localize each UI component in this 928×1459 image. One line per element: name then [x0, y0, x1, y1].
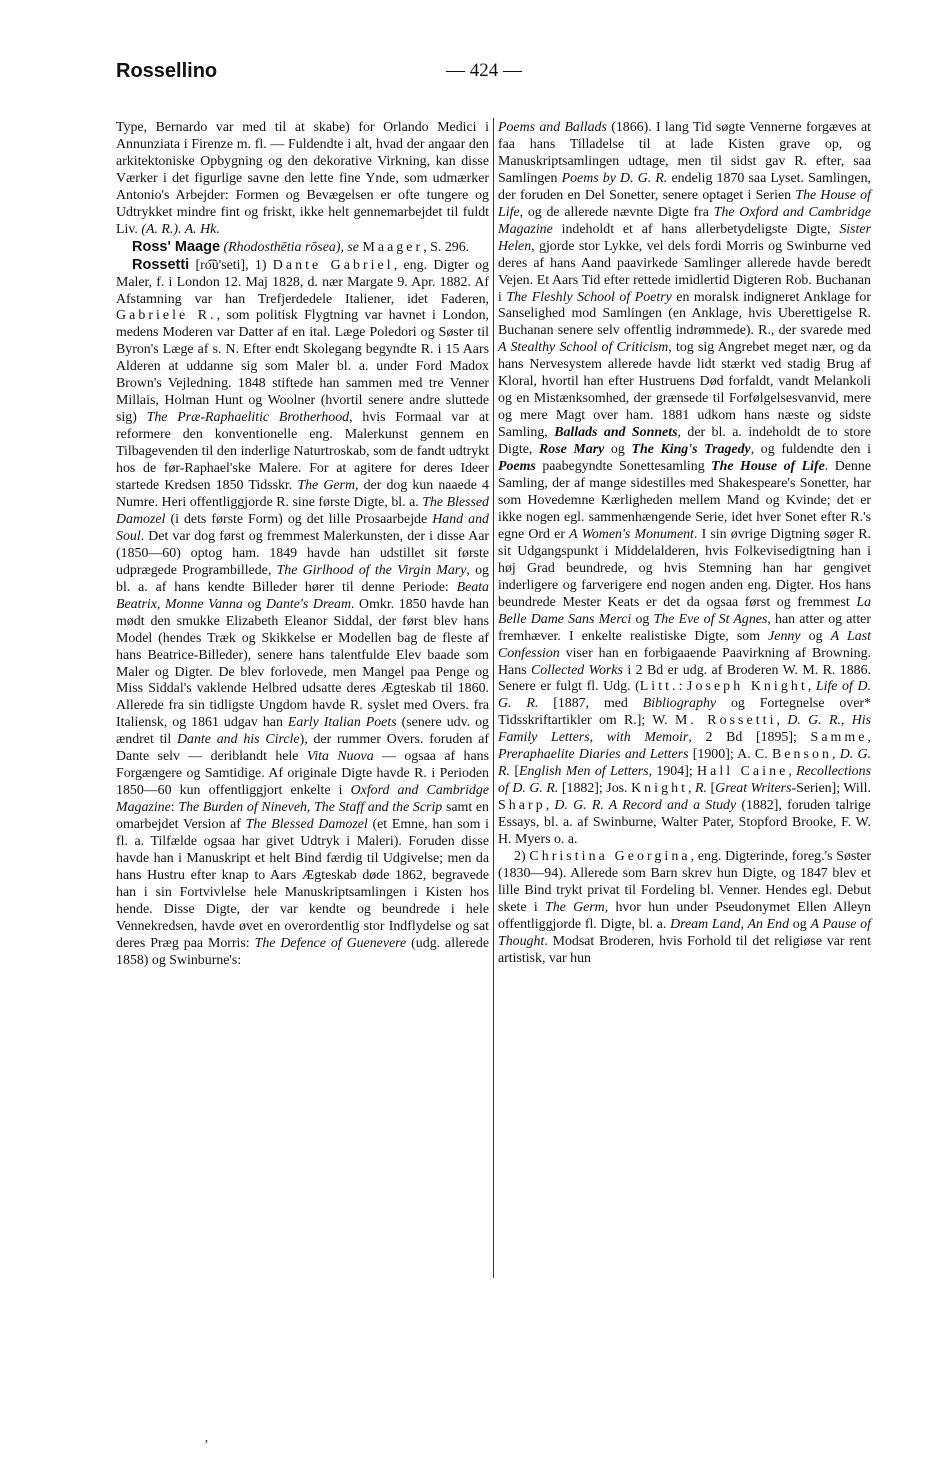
header-title: Rossellino — [116, 60, 218, 82]
subentry-dante-gabriel: Dante Gabriel — [272, 257, 394, 273]
running-header — [116, 60, 868, 90]
subentry-christina-georgina: Christina Georgina — [529, 848, 691, 864]
cross-reference: Maager — [362, 239, 424, 255]
column-divider — [493, 118, 494, 1278]
page-number: — 424 — — [446, 60, 522, 81]
left-column — [116, 120, 489, 970]
author-signature: (A. R.). A. Hk. — [141, 221, 220, 237]
right-column — [498, 120, 871, 968]
literature-label: Litt. — [639, 679, 679, 695]
headword-rossetti: Rossetti — [132, 256, 190, 273]
stray-mark: ’ — [204, 1438, 209, 1453]
entry-ross-maage: Ross' Maage (Rhodosthētia rōsea), se Maager, S. 296. — [132, 238, 470, 255]
headword-ross-maage: Ross' Maage — [132, 238, 221, 255]
entry-christina-georgina: 2) Christina Georgina, eng. Digterinde, foreg.'s Søster (1830—94). Allerede som Barn skrev hun Digte, og 1847 blev et lille Bind trykt privat til Fordeling bl. Venner. Hendes egl. Debut skete i The Germ, hvor hun under Pseudonymet Ellen Alleyn offentliggjorde fl. Digte, bl. a. Dream Land, An End og A Pause of Thought. Modsat Broderen, hvis Forhold til det religiøse var rent artistisk, var hun — [498, 848, 871, 966]
rossetti-continuation: Poems and Ballads (1866). I lang Tid søgte Vennerne forgæves at faa hans Tilladelse til at lade Kisten grave op, og Manuskriptsamlingen udtage, men til sidst gav R. efter, saa Samlingen Poems by D. G. R. endelig 1870 saa Lyset. Samlingen, der foruden en Del Sonetter, senere optaget i Serien The House of Life, og de allerede nævnte Digte fra The Oxford and Cambridge Magazine indeholdt et af hans allerbetydeligste Digte, Sister Helen, gjorde stor Lykke, vel dels fordi Morris og Swinburne ved deres af hans Aand paavirkede Samlinger allerede havde beredt Vejen. Et Aars Tid efter rettede imidlertid Digteren Rob. Buchanan i The Fleshly School of Poetry en moralsk indigneret Anklage for Sanselighed mod Samlingen (en Anklage, hvis Uberettigelse R. Buchanan senere selv offentlig indrømmede). R., der svarede med A Stealthy School of Criticism, tog sig Angrebet meget nær, og da hans Nervesystem allerede havde lidt stærkt ved stadig Brug af Kloral, hvortil han efter Hustruens Død forfaldt, vandt Melankoli og en Mistænksomhed, der grænsede til Forfølgelsesvanvid, mere og mere Magt over ham. 1881 udkom hans næste og sidste Samling, Ballads and Sonnets, der bl. a. indeholdt de to store Digte, Rose Mary og The King's Tragedy, og fuldendte den i Poems paabegyndte Sonettesamling The House of Life. Denne Samling, der af mange sidestilles med Shakespeare's Sonetter, har som Hovedemne Kærligheden mellem Mand og Kvinde; det er ikke nogen egl. sammenhængende Serie, idet hver Sonet efter R.'s egne Ord er A Women's Monument. I sin øvrige Digtning søger R. sit Udgangspunkt i Middelalderen, hvis Folkevisedigtning han i høj Grad beundrede, og hvis Stemning han har gengivet inderligere og farverigere end nogen anden eng. Digter. Hos hans beundrede Mester Keats er det da ogsaa først og fremmest La Belle Dame Sans Merci og The Eve of St Agnes, han atter og atter fremhæver. I enkelte realistiske Digte, som Jenny og A Last Confession viser han en forbigaaende Paavirkning af Browning. Hans Collected Works i 2 Bd er udg. af Broderen W. M. R. 1886. Senere er fulgt fl. Udg. (Litt.: Joseph Knight, Life of D. G. R. [1887, med Bibliography og Fortegnelse over* Tidsskriftartikler om R.]; W. M. Rossetti, D. G. R., His Family Letters, with Memoir, 2 Bd [1895]; Samme, Preraphaelite Diaries and Letters [1900]; A. C. Benson, D. G. R. [English Men of Letters, 1904]; Hall Caine, Recollections of D. G. R. [1882]; Jos. Knight, R. [Great Writers-Serien]; Will. Sharp, D. G. R. A Record and a Study (1882], foruden talrige Essays, bl. a. af Swinburne, Walter Pater, Stopford Brooke, F. W. H. Myers o. a. — [498, 120, 872, 848]
entry-rossetti: Rossetti [ro͡u'seti], 1) Dante Gabriel, eng. Digter og Maler, f. i London 12. Maj 1828, d. nær Margate 9. Apr. 1882. Af Afstamning var han Trefjerdedele Italiener, idet Faderen, Gabriele R., som politisk Flygtning var havnet i London, medens Moderen var Datter af en ital. Læge Poledori og Søster til Byron's Læge af s. N. Efter endt Skolegang begyndte R. i 15 Aars Alderen at uddanne sig som Maler bl. a. under Ford Madox Brown's Vejledning. 1848 stiftede han sammen med tre Venner Millais, Holman Hunt og Woolner (hvortil senere andre sluttede sig) The Præ-Raphaelitic Brotherhood, hvis Formaal var at reformere den konventionelle eng. Malerkunst gennem en Tilbagevenden til den inderlige Naturtroskab, som de fandt udtrykt hos de før-Raphael'ske Malere. For at agitere for deres Ideer startede Kredsen 1850 Tidsskr. The Germ, der dog kun naaede 4 Numre. Heri offentliggjorde R. sine første Digte, bl. a. The Blessed Damozel (i dets første Form) og det lille Prosaarbejde Hand and Soul. Det var dog først og fremmest Malerkunsten, der i disse Aar (1850—60) optog ham. 1849 havde han udstillet sit første udprægede Programbillede, The Girlhood of the Virgin Mary, og bl. a. af hans kendte Billeder hører til denne Periode: Beata Beatrix, Monne Vanna og Dante's Dream. Omkr. 1850 havde han mødt den smukke Elizabeth Eleanor Siddal, der først blev hans Model (hendes Træk og Skikkelse er Modellen bag de fleste af hans Beatrice-Billeder), senere hans talentfulde Elev baade som Maler og Digter. De blev forlovede, men Mangel paa Penge og Miss Siddal's vaklende Helbred udsatte deres Ægteskab til 1860. Allerede fra sin tidligste Ungdom havde R. syslet med Overs. fra Italiensk, og 1861 udgav han Early Italian Poets (senere udv. og ændret til Dante and his Circle), der rummer Overs. foruden af Dante selv — deriblandt hele Vita Nuova — ogsaa af hans Forgængere og Samtidige. Af originale Digte havde R. i Perioden 1850—60 kun offentliggjort enkelte i Oxford and Cambridge Magazine: The Burden of Nineveh, The Staff and the Scrip samt en omarbejdet Version af The Blessed Damozel (et Emne, han som i fl. a. Tilfælde ogsaa har givet Udtryk i Maleri). Foruden disse havde han i Manuskript et helt Bind færdig til Udgivelse; men da hans Hustru efter knap to Aars Ægteskab døde 1862, begravede han i sin Fortvivlelse hele Manuskriptsamlingen i Kisten hos hende. Disse Digte, der var kendte og beundrede i hele Vennekredsen, havde øvet en overordentlig stor Indflydelse og sat deres Præg paa Morris: The Defence of Guenevere (udg. allerede 1858) og Swinburne's: — [116, 256, 490, 968]
rossellino-continuation: Type, Bernardo var med til at skabe) for Orlando Medici i Annunziata i Firenze m. fl. — Fuldendte i alt, hvad der angaar den arkitektoniske Opbygning og den dekorative Virkning, kan disse Værker i det figurlige savne den lette fine Ynde, som udmærker Antonio's Arbejder: Formen og Bevægelsen er ofte tungere og Udtrykket mindre fint og friskt, ikke helt gennemarbejdet til fuldt Liv. (A. R.). A. Hk. — [116, 120, 489, 237]
